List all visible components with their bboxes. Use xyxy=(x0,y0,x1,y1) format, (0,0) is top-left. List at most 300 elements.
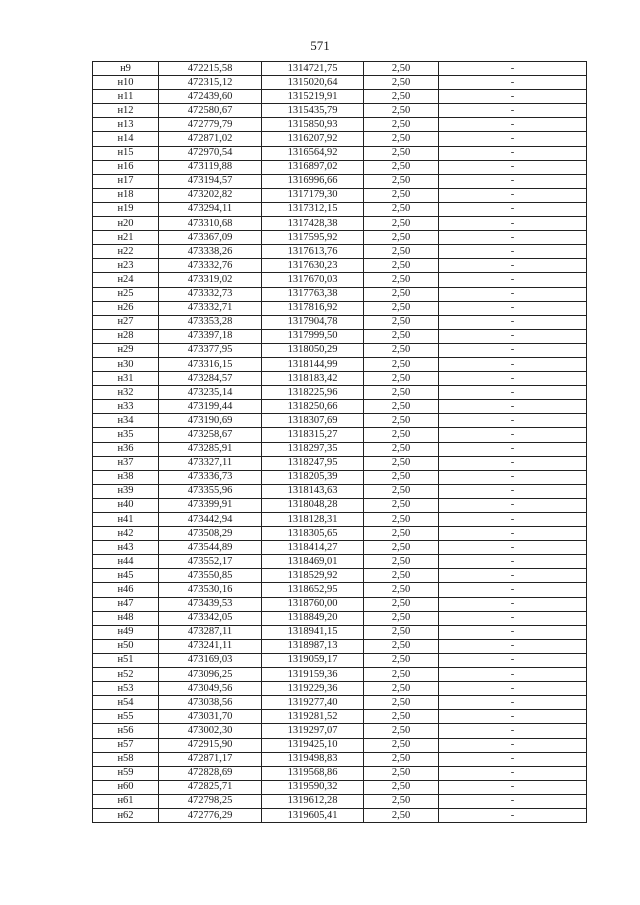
note-cell: - xyxy=(439,611,587,625)
x-coordinate-cell: 473235,14 xyxy=(159,386,262,400)
point-id-cell: н43 xyxy=(93,541,159,555)
x-coordinate-cell: 472828,69 xyxy=(159,766,262,780)
note-cell: - xyxy=(439,470,587,484)
note-cell: - xyxy=(439,766,587,780)
accuracy-cell: 2,50 xyxy=(364,710,439,724)
table-row xyxy=(93,273,587,287)
x-coordinate-cell: 473002,30 xyxy=(159,724,262,738)
table-row xyxy=(93,357,587,371)
accuracy-cell: 2,50 xyxy=(364,668,439,682)
accuracy-cell: 2,50 xyxy=(364,146,439,160)
table-row xyxy=(93,118,587,132)
note-cell: - xyxy=(439,738,587,752)
point-id-cell: н58 xyxy=(93,752,159,766)
table-row xyxy=(93,329,587,343)
accuracy-cell: 2,50 xyxy=(364,301,439,315)
accuracy-cell: 2,50 xyxy=(364,62,439,76)
accuracy-cell: 2,50 xyxy=(364,682,439,696)
note-cell: - xyxy=(439,357,587,371)
note-cell: - xyxy=(439,174,587,188)
note-cell: - xyxy=(439,653,587,667)
note-cell: - xyxy=(439,301,587,315)
x-coordinate-cell: 473355,96 xyxy=(159,484,262,498)
table-row xyxy=(93,188,587,202)
y-coordinate-cell: 1318250,66 xyxy=(262,400,364,414)
table-row xyxy=(93,104,587,118)
y-coordinate-cell: 1318760,00 xyxy=(262,597,364,611)
table-row xyxy=(93,414,587,428)
y-coordinate-cell: 1318305,65 xyxy=(262,527,364,541)
table-row xyxy=(93,386,587,400)
y-coordinate-cell: 1318297,35 xyxy=(262,442,364,456)
table-row xyxy=(93,484,587,498)
y-coordinate-cell: 1319277,40 xyxy=(262,696,364,710)
y-coordinate-cell: 1317428,38 xyxy=(262,217,364,231)
accuracy-cell: 2,50 xyxy=(364,160,439,174)
x-coordinate-cell: 472779,79 xyxy=(159,118,262,132)
point-id-cell: н10 xyxy=(93,76,159,90)
table-row xyxy=(93,259,587,273)
point-id-cell: н36 xyxy=(93,442,159,456)
note-cell: - xyxy=(439,513,587,527)
x-coordinate-cell: 473342,05 xyxy=(159,611,262,625)
point-id-cell: н28 xyxy=(93,329,159,343)
table-row xyxy=(93,315,587,329)
y-coordinate-cell: 1317763,38 xyxy=(262,287,364,301)
point-id-cell: н57 xyxy=(93,738,159,752)
note-cell: - xyxy=(439,569,587,583)
x-coordinate-cell: 473550,85 xyxy=(159,569,262,583)
accuracy-cell: 2,50 xyxy=(364,738,439,752)
table-row xyxy=(93,668,587,682)
point-id-cell: н24 xyxy=(93,273,159,287)
note-cell: - xyxy=(439,682,587,696)
y-coordinate-cell: 1316897,02 xyxy=(262,160,364,174)
table-row xyxy=(93,808,587,822)
point-id-cell: н19 xyxy=(93,202,159,216)
x-coordinate-cell: 473285,91 xyxy=(159,442,262,456)
table-row xyxy=(93,231,587,245)
point-id-cell: н40 xyxy=(93,498,159,512)
note-cell: - xyxy=(439,90,587,104)
point-id-cell: н48 xyxy=(93,611,159,625)
point-id-cell: н55 xyxy=(93,710,159,724)
note-cell: - xyxy=(439,794,587,808)
y-coordinate-cell: 1315020,64 xyxy=(262,76,364,90)
note-cell: - xyxy=(439,62,587,76)
x-coordinate-cell: 473442,94 xyxy=(159,513,262,527)
point-id-cell: н56 xyxy=(93,724,159,738)
note-cell: - xyxy=(439,287,587,301)
note-cell: - xyxy=(439,780,587,794)
accuracy-cell: 2,50 xyxy=(364,752,439,766)
y-coordinate-cell: 1318183,42 xyxy=(262,372,364,386)
y-coordinate-cell: 1315850,93 xyxy=(262,118,364,132)
accuracy-cell: 2,50 xyxy=(364,372,439,386)
note-cell: - xyxy=(439,160,587,174)
table-row xyxy=(93,766,587,780)
x-coordinate-cell: 473031,70 xyxy=(159,710,262,724)
note-cell: - xyxy=(439,400,587,414)
x-coordinate-cell: 473194,57 xyxy=(159,174,262,188)
x-coordinate-cell: 473049,56 xyxy=(159,682,262,696)
y-coordinate-cell: 1319297,07 xyxy=(262,724,364,738)
y-coordinate-cell: 1319281,52 xyxy=(262,710,364,724)
note-cell: - xyxy=(439,583,587,597)
x-coordinate-cell: 472871,17 xyxy=(159,752,262,766)
x-coordinate-cell: 473316,15 xyxy=(159,357,262,371)
accuracy-cell: 2,50 xyxy=(364,696,439,710)
accuracy-cell: 2,50 xyxy=(364,808,439,822)
table-row xyxy=(93,90,587,104)
x-coordinate-cell: 473169,03 xyxy=(159,653,262,667)
note-cell: - xyxy=(439,527,587,541)
y-coordinate-cell: 1318143,63 xyxy=(262,484,364,498)
y-coordinate-cell: 1317904,78 xyxy=(262,315,364,329)
x-coordinate-cell: 473399,91 xyxy=(159,498,262,512)
point-id-cell: н26 xyxy=(93,301,159,315)
y-coordinate-cell: 1318205,39 xyxy=(262,470,364,484)
accuracy-cell: 2,50 xyxy=(364,259,439,273)
y-coordinate-cell: 1318307,69 xyxy=(262,414,364,428)
y-coordinate-cell: 1319568,86 xyxy=(262,766,364,780)
x-coordinate-cell: 473258,67 xyxy=(159,428,262,442)
accuracy-cell: 2,50 xyxy=(364,470,439,484)
note-cell: - xyxy=(439,597,587,611)
note-cell: - xyxy=(439,639,587,653)
accuracy-cell: 2,50 xyxy=(364,90,439,104)
y-coordinate-cell: 1315435,79 xyxy=(262,104,364,118)
y-coordinate-cell: 1318987,13 xyxy=(262,639,364,653)
y-coordinate-cell: 1319605,41 xyxy=(262,808,364,822)
point-id-cell: н41 xyxy=(93,513,159,527)
note-cell: - xyxy=(439,118,587,132)
x-coordinate-cell: 473332,71 xyxy=(159,301,262,315)
y-coordinate-cell: 1317816,92 xyxy=(262,301,364,315)
note-cell: - xyxy=(439,414,587,428)
table-row xyxy=(93,287,587,301)
point-id-cell: н25 xyxy=(93,287,159,301)
point-id-cell: н49 xyxy=(93,625,159,639)
accuracy-cell: 2,50 xyxy=(364,794,439,808)
y-coordinate-cell: 1318128,31 xyxy=(262,513,364,527)
x-coordinate-cell: 473397,18 xyxy=(159,329,262,343)
point-id-cell: н51 xyxy=(93,653,159,667)
point-id-cell: н18 xyxy=(93,188,159,202)
x-coordinate-cell: 472580,67 xyxy=(159,104,262,118)
note-cell: - xyxy=(439,104,587,118)
y-coordinate-cell: 1319159,36 xyxy=(262,668,364,682)
x-coordinate-cell: 473096,25 xyxy=(159,668,262,682)
page-number: 571 xyxy=(310,38,330,53)
table-row xyxy=(93,456,587,470)
y-coordinate-cell: 1317312,15 xyxy=(262,202,364,216)
point-id-cell: н37 xyxy=(93,456,159,470)
x-coordinate-cell: 473190,69 xyxy=(159,414,262,428)
x-coordinate-cell: 472315,12 xyxy=(159,76,262,90)
point-id-cell: н30 xyxy=(93,357,159,371)
x-coordinate-cell: 473310,68 xyxy=(159,217,262,231)
y-coordinate-cell: 1317670,03 xyxy=(262,273,364,287)
note-cell: - xyxy=(439,625,587,639)
accuracy-cell: 2,50 xyxy=(364,653,439,667)
point-id-cell: н23 xyxy=(93,259,159,273)
y-coordinate-cell: 1317613,76 xyxy=(262,245,364,259)
table-row xyxy=(93,555,587,569)
y-coordinate-cell: 1319612,28 xyxy=(262,794,364,808)
x-coordinate-cell: 473552,17 xyxy=(159,555,262,569)
x-coordinate-cell: 473439,53 xyxy=(159,597,262,611)
accuracy-cell: 2,50 xyxy=(364,527,439,541)
y-coordinate-cell: 1319590,32 xyxy=(262,780,364,794)
point-id-cell: н32 xyxy=(93,386,159,400)
y-coordinate-cell: 1317630,23 xyxy=(262,259,364,273)
point-id-cell: н17 xyxy=(93,174,159,188)
x-coordinate-cell: 473241,11 xyxy=(159,639,262,653)
point-id-cell: н34 xyxy=(93,414,159,428)
table-row xyxy=(93,639,587,653)
accuracy-cell: 2,50 xyxy=(364,217,439,231)
y-coordinate-cell: 1315219,91 xyxy=(262,90,364,104)
x-coordinate-cell: 473284,57 xyxy=(159,372,262,386)
table-row xyxy=(93,160,587,174)
accuracy-cell: 2,50 xyxy=(364,188,439,202)
table-row xyxy=(93,794,587,808)
table-row xyxy=(93,428,587,442)
note-cell: - xyxy=(439,245,587,259)
y-coordinate-cell: 1318225,96 xyxy=(262,386,364,400)
accuracy-cell: 2,50 xyxy=(364,611,439,625)
note-cell: - xyxy=(439,329,587,343)
y-coordinate-cell: 1318048,28 xyxy=(262,498,364,512)
y-coordinate-cell: 1318529,92 xyxy=(262,569,364,583)
point-id-cell: н13 xyxy=(93,118,159,132)
x-coordinate-cell: 472825,71 xyxy=(159,780,262,794)
note-cell: - xyxy=(439,217,587,231)
table-row xyxy=(93,724,587,738)
accuracy-cell: 2,50 xyxy=(364,414,439,428)
note-cell: - xyxy=(439,752,587,766)
note-cell: - xyxy=(439,498,587,512)
x-coordinate-cell: 473377,95 xyxy=(159,343,262,357)
note-cell: - xyxy=(439,710,587,724)
x-coordinate-cell: 473202,82 xyxy=(159,188,262,202)
x-coordinate-cell: 473294,11 xyxy=(159,202,262,216)
point-id-cell: н60 xyxy=(93,780,159,794)
note-cell: - xyxy=(439,428,587,442)
point-id-cell: н33 xyxy=(93,400,159,414)
x-coordinate-cell: 472970,54 xyxy=(159,146,262,160)
table-row xyxy=(93,343,587,357)
table-row xyxy=(93,202,587,216)
table-row xyxy=(93,780,587,794)
note-cell: - xyxy=(439,386,587,400)
point-id-cell: н53 xyxy=(93,682,159,696)
accuracy-cell: 2,50 xyxy=(364,132,439,146)
note-cell: - xyxy=(439,696,587,710)
table-row xyxy=(93,62,587,76)
accuracy-cell: 2,50 xyxy=(364,118,439,132)
accuracy-cell: 2,50 xyxy=(364,287,439,301)
x-coordinate-cell: 473544,89 xyxy=(159,541,262,555)
x-coordinate-cell: 473332,73 xyxy=(159,287,262,301)
note-cell: - xyxy=(439,188,587,202)
coordinates-table xyxy=(92,61,587,823)
y-coordinate-cell: 1318247,95 xyxy=(262,456,364,470)
y-coordinate-cell: 1319425,10 xyxy=(262,738,364,752)
note-cell: - xyxy=(439,484,587,498)
note-cell: - xyxy=(439,456,587,470)
x-coordinate-cell: 473367,09 xyxy=(159,231,262,245)
y-coordinate-cell: 1316564,92 xyxy=(262,146,364,160)
accuracy-cell: 2,50 xyxy=(364,442,439,456)
table-row xyxy=(93,498,587,512)
table-row xyxy=(93,372,587,386)
note-cell: - xyxy=(439,668,587,682)
y-coordinate-cell: 1319229,36 xyxy=(262,682,364,696)
accuracy-cell: 2,50 xyxy=(364,386,439,400)
accuracy-cell: 2,50 xyxy=(364,202,439,216)
table-row xyxy=(93,569,587,583)
coordinates-table-body xyxy=(93,62,587,823)
point-id-cell: н15 xyxy=(93,146,159,160)
accuracy-cell: 2,50 xyxy=(364,766,439,780)
point-id-cell: н27 xyxy=(93,315,159,329)
point-id-cell: н59 xyxy=(93,766,159,780)
y-coordinate-cell: 1317999,50 xyxy=(262,329,364,343)
x-coordinate-cell: 473508,29 xyxy=(159,527,262,541)
y-coordinate-cell: 1317595,92 xyxy=(262,231,364,245)
y-coordinate-cell: 1318050,29 xyxy=(262,343,364,357)
accuracy-cell: 2,50 xyxy=(364,541,439,555)
x-coordinate-cell: 473353,28 xyxy=(159,315,262,329)
point-id-cell: н29 xyxy=(93,343,159,357)
table-row xyxy=(93,527,587,541)
y-coordinate-cell: 1316207,92 xyxy=(262,132,364,146)
accuracy-cell: 2,50 xyxy=(364,343,439,357)
table-row xyxy=(93,583,587,597)
accuracy-cell: 2,50 xyxy=(364,357,439,371)
accuracy-cell: 2,50 xyxy=(364,231,439,245)
accuracy-cell: 2,50 xyxy=(364,780,439,794)
y-coordinate-cell: 1319059,17 xyxy=(262,653,364,667)
note-cell: - xyxy=(439,202,587,216)
note-cell: - xyxy=(439,146,587,160)
x-coordinate-cell: 473319,02 xyxy=(159,273,262,287)
note-cell: - xyxy=(439,343,587,357)
accuracy-cell: 2,50 xyxy=(364,104,439,118)
point-id-cell: н39 xyxy=(93,484,159,498)
table-row xyxy=(93,217,587,231)
point-id-cell: н46 xyxy=(93,583,159,597)
table-row xyxy=(93,301,587,315)
x-coordinate-cell: 472776,29 xyxy=(159,808,262,822)
accuracy-cell: 2,50 xyxy=(364,174,439,188)
accuracy-cell: 2,50 xyxy=(364,428,439,442)
x-coordinate-cell: 472215,58 xyxy=(159,62,262,76)
table-row xyxy=(93,146,587,160)
accuracy-cell: 2,50 xyxy=(364,597,439,611)
note-cell: - xyxy=(439,555,587,569)
table-row xyxy=(93,132,587,146)
point-id-cell: н22 xyxy=(93,245,159,259)
table-row xyxy=(93,752,587,766)
point-id-cell: н35 xyxy=(93,428,159,442)
point-id-cell: н31 xyxy=(93,372,159,386)
y-coordinate-cell: 1319498,83 xyxy=(262,752,364,766)
table-row xyxy=(93,738,587,752)
point-id-cell: н38 xyxy=(93,470,159,484)
table-row xyxy=(93,470,587,484)
accuracy-cell: 2,50 xyxy=(364,639,439,653)
point-id-cell: н45 xyxy=(93,569,159,583)
x-coordinate-cell: 473038,56 xyxy=(159,696,262,710)
point-id-cell: н47 xyxy=(93,597,159,611)
note-cell: - xyxy=(439,315,587,329)
note-cell: - xyxy=(439,231,587,245)
accuracy-cell: 2,50 xyxy=(364,569,439,583)
accuracy-cell: 2,50 xyxy=(364,315,439,329)
point-id-cell: н61 xyxy=(93,794,159,808)
note-cell: - xyxy=(439,808,587,822)
point-id-cell: н21 xyxy=(93,231,159,245)
table-row xyxy=(93,442,587,456)
note-cell: - xyxy=(439,76,587,90)
x-coordinate-cell: 473338,26 xyxy=(159,245,262,259)
x-coordinate-cell: 473332,76 xyxy=(159,259,262,273)
accuracy-cell: 2,50 xyxy=(364,273,439,287)
point-id-cell: н62 xyxy=(93,808,159,822)
note-cell: - xyxy=(439,724,587,738)
note-cell: - xyxy=(439,132,587,146)
y-coordinate-cell: 1318414,27 xyxy=(262,541,364,555)
point-id-cell: н50 xyxy=(93,639,159,653)
point-id-cell: н42 xyxy=(93,527,159,541)
table-row xyxy=(93,682,587,696)
accuracy-cell: 2,50 xyxy=(364,329,439,343)
point-id-cell: н54 xyxy=(93,696,159,710)
x-coordinate-cell: 473336,73 xyxy=(159,470,262,484)
y-coordinate-cell: 1318315,27 xyxy=(262,428,364,442)
point-id-cell: н20 xyxy=(93,217,159,231)
accuracy-cell: 2,50 xyxy=(364,400,439,414)
note-cell: - xyxy=(439,273,587,287)
table-row xyxy=(93,710,587,724)
table-row xyxy=(93,174,587,188)
table-row xyxy=(93,513,587,527)
y-coordinate-cell: 1316996,66 xyxy=(262,174,364,188)
y-coordinate-cell: 1318941,15 xyxy=(262,625,364,639)
x-coordinate-cell: 472798,25 xyxy=(159,794,262,808)
x-coordinate-cell: 472871,02 xyxy=(159,132,262,146)
point-id-cell: н44 xyxy=(93,555,159,569)
accuracy-cell: 2,50 xyxy=(364,484,439,498)
point-id-cell: н12 xyxy=(93,104,159,118)
point-id-cell: н52 xyxy=(93,668,159,682)
x-coordinate-cell: 473530,16 xyxy=(159,583,262,597)
accuracy-cell: 2,50 xyxy=(364,456,439,470)
y-coordinate-cell: 1318144,99 xyxy=(262,357,364,371)
accuracy-cell: 2,50 xyxy=(364,724,439,738)
x-coordinate-cell: 473327,11 xyxy=(159,456,262,470)
note-cell: - xyxy=(439,372,587,386)
table-row xyxy=(93,653,587,667)
accuracy-cell: 2,50 xyxy=(364,583,439,597)
note-cell: - xyxy=(439,541,587,555)
accuracy-cell: 2,50 xyxy=(364,245,439,259)
y-coordinate-cell: 1314721,75 xyxy=(262,62,364,76)
y-coordinate-cell: 1317179,30 xyxy=(262,188,364,202)
